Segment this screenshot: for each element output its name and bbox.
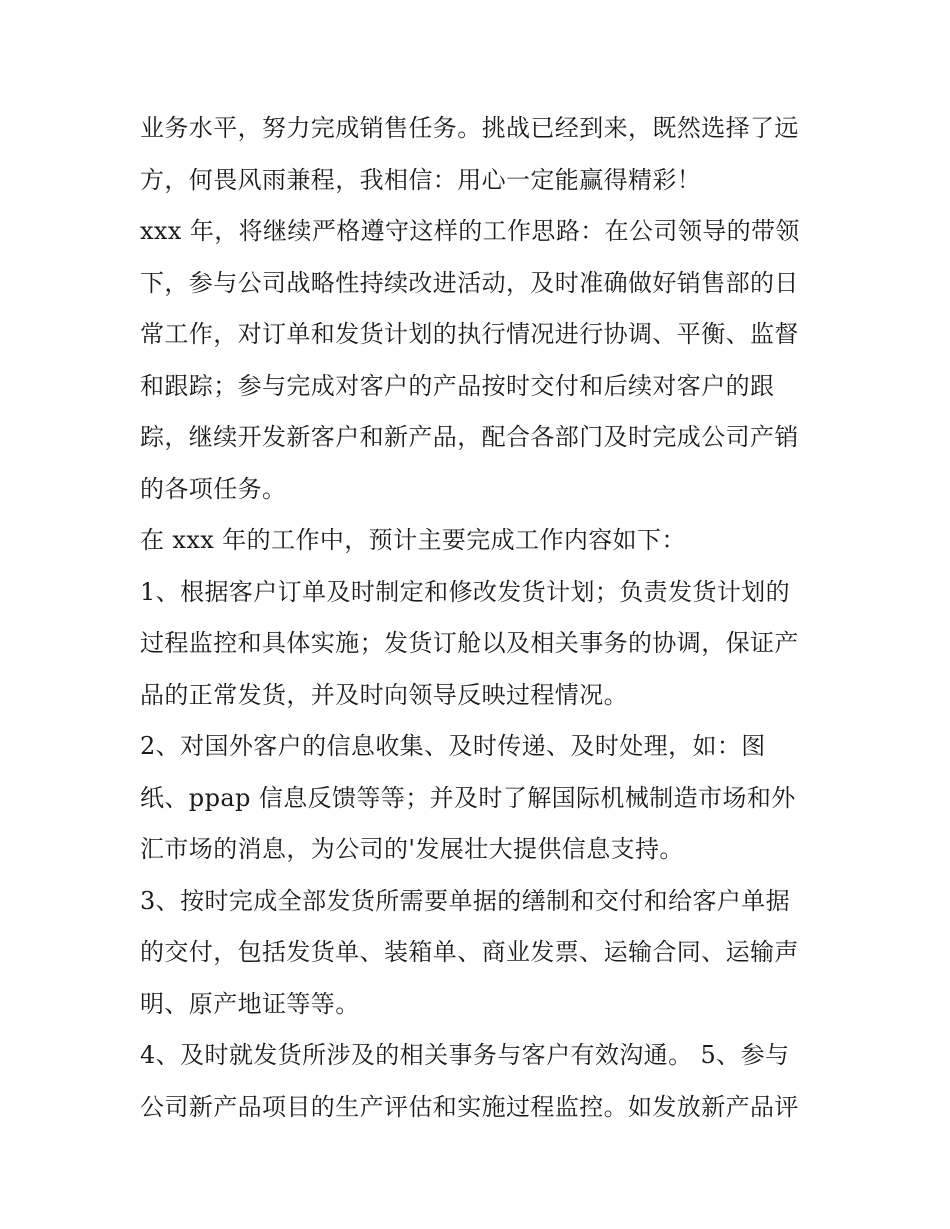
paragraph-work-intro: 在 xxx 年的工作中，预计主要完成工作内容如下： [140, 526, 686, 554]
document-body [140, 103, 820, 1133]
list-item-2: 2、对国外客户的信息收集、及时传递、及时处理，如：图 纸、ppap 信息反馈等等；并及时了解国际机械制造市场和外 汇市场的消息，为公司的'发展壮大提供信息支持。 [140, 732, 796, 863]
list-item-3: 3、按时完成全部发货所需要单据的缮制和交付和给客户单据 的交付，包括发货单、装箱单、商业发票、运输合同、运输声 明、原产地证等等。 [140, 886, 799, 1018]
paragraph-closing-statement: 业务水平，努力完成销售任务。挑战已经到来，既然选择了远 方，何畏风雨兼程，我相信：用心一定能赢得精彩！ [140, 114, 799, 194]
paragraph-work-approach: xxx 年，将继续严格遵守这样的工作思路：在公司领导的带领 下，参与公司战略性持续改进活动，及时准确做好销售部的日 常工作，对订单和发货计划的执行情况进行协调、平衡、监督 和跟踪；参与完成对客户的产品按时交付和后续对客户的跟 踪，继续开发新客户和新产品，配合各部门及时完成公司产销 的各项任务。 [140, 217, 800, 503]
list-item-4-5: 4、及时就发货所涉及的相关事务与客户有效沟通。 5、参与 公司新产品项目的生产评估和实施过程监控。如发放新产品评 [140, 1041, 799, 1121]
list-item-1: 1、根据客户订单及时制定和修改发货计划；负责发货计划的 过程监控和具体实施；发货订舱以及相关事务的协调，保证产 品的正常发货，并及时向领导反映过程情况。 [140, 577, 799, 709]
